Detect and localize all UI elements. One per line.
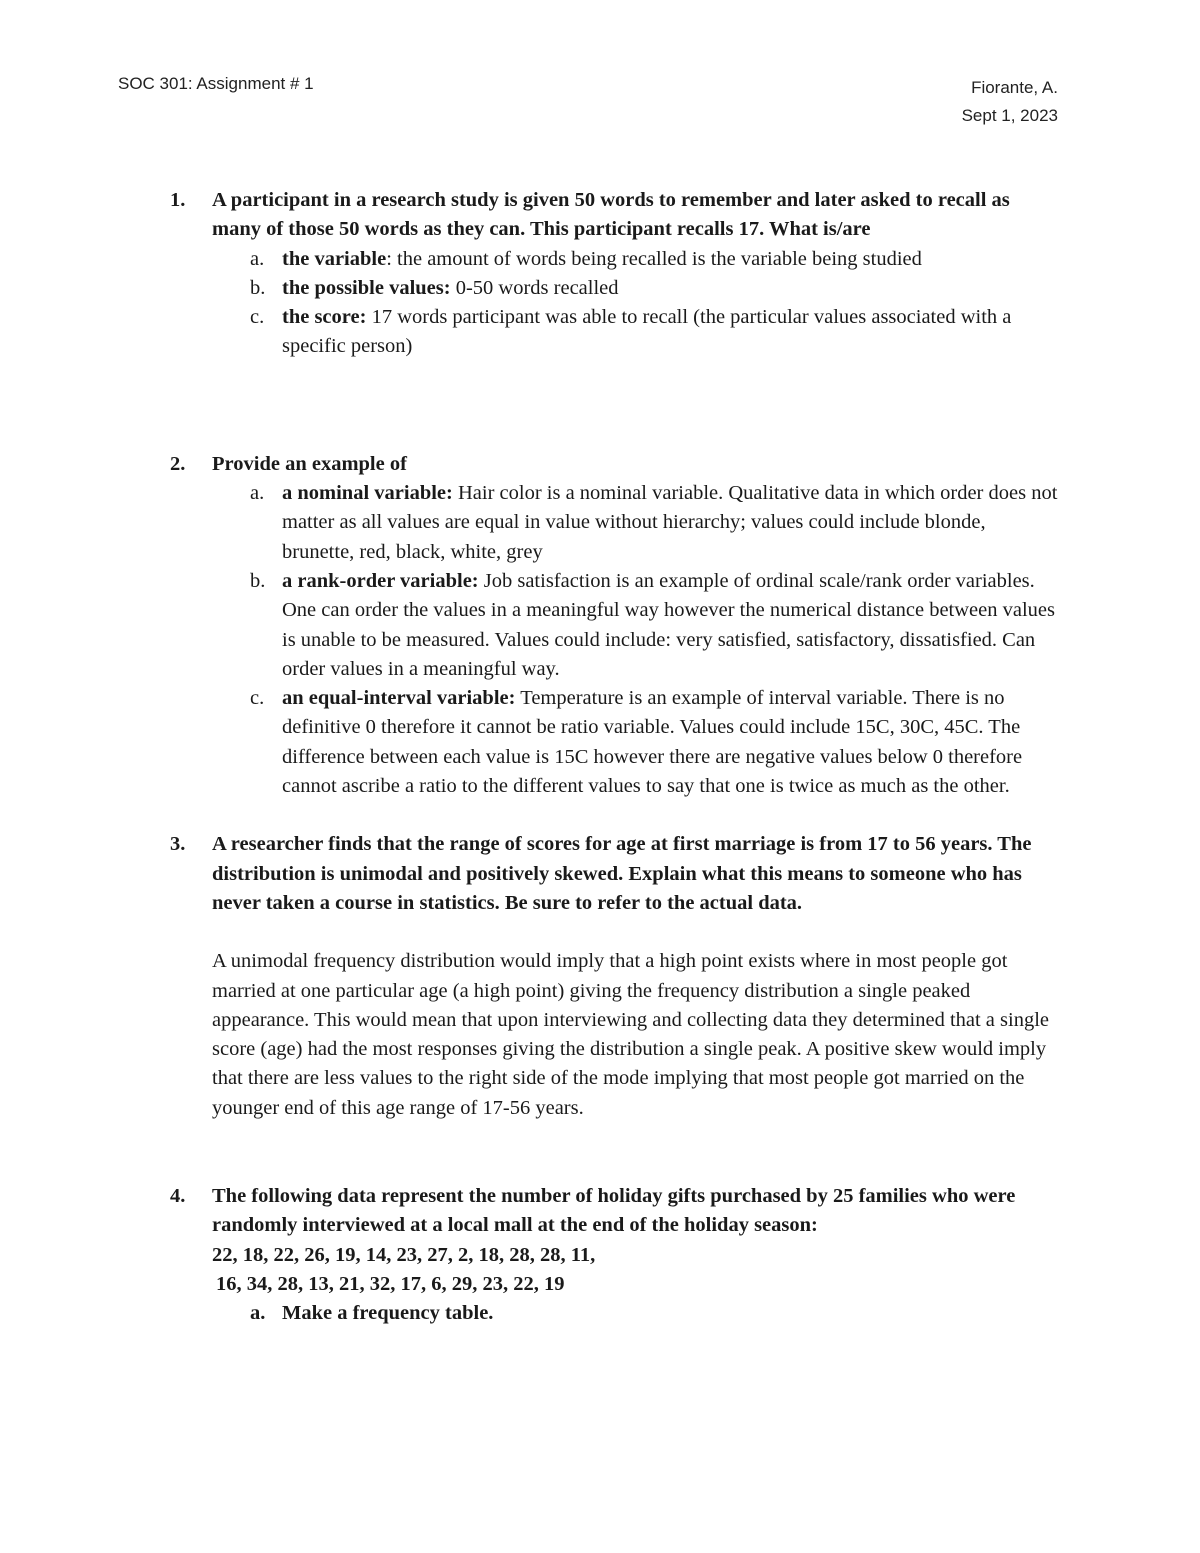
sub-item xyxy=(212,1299,1060,1328)
author-block xyxy=(962,74,1058,130)
date: Sept 1, 2023 xyxy=(961,106,1058,125)
question-2 xyxy=(170,450,1060,802)
sub-label: a rank-order variable: xyxy=(282,569,479,592)
sub-text: 0-50 words recalled xyxy=(450,276,619,299)
question-text: The following data represent the number of holiday gifts purchased by 25 families who were randomly interviewed at a local mall at the end of the holiday season: xyxy=(212,1185,1016,1237)
sub-text: Hair color is a nominal variable. Qualitative data in which order does not matter as all values are equal in value without hierarchy; values could include blonde, brunette, red, black, white, grey xyxy=(282,482,1058,563)
sub-item xyxy=(212,303,1060,362)
sub-letter: a. xyxy=(250,1302,266,1325)
question-4 xyxy=(170,1182,1060,1328)
answer-paragraph: A unimodal frequency distribution would imply that a high point exists where in most people got married at one particular age (a high point) giving the frequency distribution a single peaked appearance. This would mean that upon interviewing and collecting data they determined that a single score (age) had the most responses giving the distribution a single peak. A positive skew would imply that there are less values to the right side of the mode implying that most people got married on the younger end of this age range of 17-56 years. xyxy=(212,950,1049,1119)
sub-letter: c. xyxy=(250,306,265,329)
question-number: 3. xyxy=(170,833,186,856)
sub-list xyxy=(212,1299,1060,1328)
question-3 xyxy=(170,830,1060,1123)
sub-item xyxy=(212,245,1060,274)
data-line: 22, 18, 22, 26, 19, 14, 23, 27, 2, 18, 28, 28, 11, xyxy=(212,1243,596,1266)
sub-item xyxy=(212,567,1060,684)
sub-label: the score: xyxy=(282,306,367,329)
question-text: A participant in a research study is given 50 words to remember and later asked to recall as many of those 50 words as they can. This participant recalls 17. What is/are xyxy=(212,189,1010,241)
sub-text: : the amount of words being recalled is the variable being studied xyxy=(386,247,922,270)
sub-letter: a. xyxy=(250,247,265,270)
question-number: 2. xyxy=(170,452,186,475)
sub-item xyxy=(212,479,1060,567)
question-number: 4. xyxy=(170,1185,186,1208)
sub-letter: a. xyxy=(250,482,265,505)
sub-letter: b. xyxy=(250,569,266,592)
document-body xyxy=(170,186,1060,1329)
sub-letter: c. xyxy=(250,687,265,710)
question-text: Provide an example of xyxy=(212,452,407,475)
sub-text: Job satisfaction is an example of ordinal scale/rank order variables. One can order the values in a meaningful way however the numerical distance between values is unable to be measured. Values could include: very satisfied, satisfactory, dissatisfied. Can order values in a meaningful way. xyxy=(282,569,1055,680)
sub-label: an equal-interval variable: xyxy=(282,687,516,710)
author-name: Fiorante, A. xyxy=(971,78,1058,97)
question-number: 1. xyxy=(170,189,186,211)
sub-text: Temperature is an example of interval variable. There is no definitive 0 therefore it cannot be ratio variable. Values could include 15C, 30C, 45C. The difference between each value is 15C however there are negative values below 0 therefore cannot ascribe a ratio to the different values to say that one is twice as much as the other. xyxy=(282,687,1023,798)
sub-label: a nominal variable: xyxy=(282,482,453,505)
course-title: SOC 301: Assignment # 1 xyxy=(118,74,314,93)
sub-item xyxy=(212,274,1060,303)
sub-label: the variable xyxy=(282,247,387,270)
sub-item xyxy=(212,684,1060,801)
question-1 xyxy=(170,186,1060,362)
sub-label: the possible values: xyxy=(282,276,451,299)
sub-list xyxy=(212,479,1060,801)
sub-label: Make a frequency table. xyxy=(282,1302,494,1325)
data-line: 16, 34, 28, 13, 21, 32, 17, 6, 29, 23, 22, 19 xyxy=(216,1272,565,1295)
sub-text: 17 words participant was able to recall (the particular values associated with a specific person) xyxy=(282,306,1012,358)
sub-letter: b. xyxy=(250,276,266,299)
sub-list xyxy=(212,245,1060,362)
question-text: A researcher finds that the range of scores for age at first marriage is from 17 to 56 years. The distribution is unimodal and positively skewed. Explain what this means to someone who has never taken a course in statistics. Be sure to refer to the actual data. xyxy=(212,833,1032,914)
